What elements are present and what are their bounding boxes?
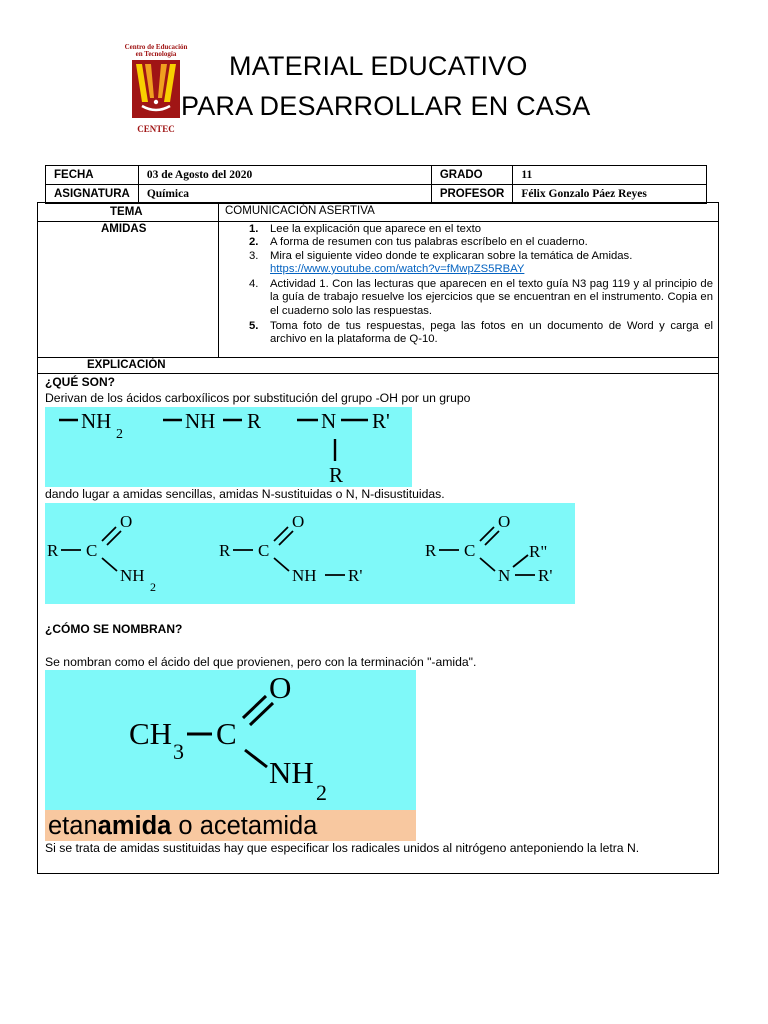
svg-text:2: 2 [116,427,123,442]
svg-text:O: O [292,512,305,531]
svg-text:C: C [258,541,270,560]
logo-line2: en Tecnología [135,50,177,58]
substituted-amides-text: Si se trata de amidas sustituidas hay que especificar los radicales unidos al nitrógeno anteponiendo la letra N. [45,841,640,855]
amide-types-diagram [45,503,575,604]
logo-line3: CENTEC [137,124,175,134]
svg-text:R': R' [372,409,390,433]
instruction-item: 2. A forma de resumen con tus palabras escríbelo en el cuaderno. [249,236,588,249]
grado-value: 11 [513,166,707,185]
svg-text:NH: NH [269,755,314,790]
svg-text:R': R' [348,566,363,585]
page-title-line2: PARA DESARROLLAR EN CASA [181,91,591,121]
svg-text:O: O [498,512,511,531]
instruction-item: 5. Toma foto de tus respuestas, pega las fotos en un documento de Word y carga el archivo en la plataforma de Q-10. [249,320,713,346]
page-title-line1: MATERIAL EDUCATIVO [229,51,528,81]
svg-text:2: 2 [316,780,327,805]
acetamide-name: etanamida o acetamida [48,812,318,840]
topic-amidas: AMIDAS [101,223,147,235]
tema-value: COMUNICACIÓN ASERTIVA [225,205,375,217]
asignatura-value: Química [138,185,431,204]
row-divider [38,221,718,222]
svg-text:O: O [120,512,133,531]
svg-text:R: R [329,463,344,487]
dando-text: dando lugar a amidas sencillas, amidas N-sustituidas o N, N-disustituidas. [45,487,445,501]
profesor-value: Félix Gonzalo Páez Reyes [513,185,707,204]
derivan-text: Derivan de los ácidos carboxílicos por substitución del grupo -OH por un grupo [45,391,471,405]
svg-text:R: R [47,541,59,560]
svg-text:NH: NH [292,566,317,585]
svg-text:C: C [86,541,98,560]
que-son-heading: ¿QUÉ SON? [45,375,116,389]
row-divider [38,373,718,374]
nh2-text: NH [81,409,112,433]
fecha-label: FECHA [46,166,139,185]
svg-text:N: N [498,566,511,585]
svg-text:R': R' [538,566,553,585]
svg-text:R: R [247,409,262,433]
info-table [45,165,707,204]
acetamide-figure [45,670,416,810]
nombran-text: Se nombran como el ácido del que provienen, pero con la terminación "-amida". [45,655,477,669]
svg-text:C: C [464,541,476,560]
info-row-asignatura [46,185,707,204]
svg-text:3: 3 [173,739,184,764]
tema-label: TEMA [110,206,143,218]
instructions-list [219,223,713,347]
info-row-fecha [46,166,707,185]
logo-line1: Centro de Educación [124,43,188,51]
fecha-value: 03 de Agosto del 2020 [138,166,431,185]
youtube-video-link[interactable]: https://www.youtube.com/watch?v=fMwpZS5RBAY [270,262,525,275]
svg-text:CH: CH [129,716,173,751]
instruction-item: 4. Actividad 1. Con las lecturas que aparecen en el texto guía N3 pag 119 y al principio de la guía de trabajo resuelve los ejercicios que se encuentran en el instrumento. Copia en el cuaderno solo las respuestas. [249,278,713,317]
amide-types-figure [45,503,575,604]
acetamide-diagram [45,670,416,810]
row-divider [38,357,718,358]
explicacion-label: EXPLICACIÓN [87,359,166,371]
svg-text:NH: NH [120,566,145,585]
svg-text:O: O [269,670,292,705]
svg-text:2: 2 [150,580,156,594]
profesor-label: PROFESOR [431,185,513,204]
instruction-item: 3. Mira el siguiente video donde te explicaran sobre la temática de Amidas. https://www.youtube.com/watch?v=fMwpZS5RBAY [249,249,633,275]
amine-groups-figure [45,407,412,487]
como-se-nombran-heading: ¿CÓMO SE NOMBRAN? [45,622,183,636]
amine-groups-diagram [45,407,412,487]
svg-text:R: R [425,541,437,560]
svg-text:C: C [216,716,237,751]
svg-text:R: R [219,541,231,560]
svg-text:R": R" [529,542,548,561]
asignatura-label: ASIGNATURA [46,185,139,204]
grado-label: GRADO [431,166,513,185]
svg-text:N: N [321,409,337,433]
svg-text:NH: NH [185,409,216,433]
instruction-item: 1. Lee la explicación que aparece en el texto [249,223,482,235]
